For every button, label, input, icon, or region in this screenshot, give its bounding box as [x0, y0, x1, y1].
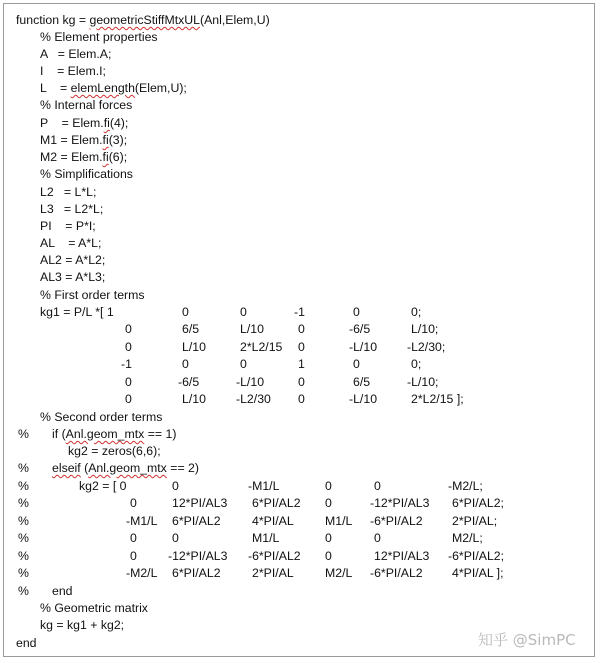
comment-marker: % — [18, 479, 29, 493]
matrix-cell: 0 — [182, 357, 189, 372]
matrix-cell: 0 — [130, 548, 137, 563]
comment-marker: % — [18, 513, 29, 528]
matrix-cell: 0 — [172, 531, 179, 546]
comment-marker: % — [18, 584, 29, 598]
matrix-cell: -6/5 — [349, 322, 371, 337]
assign-A: A = Elem.A; — [40, 47, 112, 61]
assign-M2: M2 = Elem.fi(6); — [40, 150, 128, 164]
assign-AL2: AL2 = A*L2; — [40, 253, 106, 267]
watermark: 知乎 @SimPC — [478, 631, 576, 649]
assign-M1: M1 = Elem.fi(3); — [40, 133, 128, 147]
matrix-cell: -6/5 — [178, 374, 200, 389]
matrix-cell: 6*PI/AL2 — [252, 496, 301, 511]
matrix-cell: M2/L — [325, 566, 353, 580]
matrix-cell: -M2/L; — [448, 479, 483, 493]
comment-geometric-matrix: % Geometric matrix — [40, 601, 148, 615]
matrix-cell: 0 — [325, 479, 332, 493]
matrix-cell: L/10 — [240, 322, 264, 337]
matrix-cell: 0 — [353, 357, 360, 372]
matrix-cell: 2*PI/AL — [252, 566, 294, 580]
matrix-cell: 4*PI/AL — [252, 513, 294, 528]
comment-second-order: % Second order terms — [40, 410, 163, 424]
matrix-cell: 0 — [172, 479, 179, 493]
comment-marker: % — [18, 566, 29, 580]
matrix-cell: 0 — [125, 339, 132, 354]
matrix-cell: 0 — [374, 479, 381, 493]
matrix-cell: -L/10 — [349, 339, 378, 354]
matrix-prefix: kg1 = P/L *[ 1 — [40, 305, 114, 319]
matrix-cell: -12*PI/AL3 — [168, 548, 228, 563]
matrix-cell: -L/10 — [236, 374, 265, 389]
matrix-cell: 0 — [240, 305, 247, 319]
matrix-cell: 0 — [298, 339, 305, 354]
matrix-cell: 0; — [411, 357, 422, 372]
comment-internal-forces: % Internal forces — [40, 98, 133, 112]
matrix-cell: 0 — [130, 496, 137, 511]
matrix-cell: -M1/L — [126, 513, 158, 528]
matrix-cell: 0 — [125, 392, 132, 406]
matrix-cell: 0 — [182, 305, 189, 319]
matrix-cell: -L/10 — [349, 392, 378, 406]
matrix-cell: -M1/L — [248, 479, 280, 493]
matrix-cell: 6*PI/AL2; — [452, 496, 504, 511]
comment-marker: % — [18, 548, 29, 563]
assign-PI: PI = P*I; — [40, 219, 96, 233]
comment-first-order: % First order terms — [40, 288, 145, 302]
end-if: end — [52, 584, 73, 598]
matrix-cell: -L2/30 — [236, 392, 271, 406]
matrix-cell: -L/10; — [407, 374, 439, 389]
matrix-cell: 12*PI/AL3 — [374, 548, 430, 563]
matrix-cell: -6*PI/AL2 — [248, 548, 301, 563]
matrix-cell: 12*PI/AL3 — [172, 496, 228, 511]
matrix-cell: 0 — [130, 531, 137, 546]
matrix-cell: -L2/30; — [407, 339, 446, 354]
end-function: end — [16, 636, 37, 650]
comment-marker: % — [18, 531, 29, 546]
assign-I: I = Elem.I; — [40, 64, 106, 78]
matrix-cell: 0 — [325, 548, 332, 563]
comment-marker: % — [18, 461, 29, 475]
matrix-cell: 0 — [298, 392, 305, 406]
matrix-cell: 2*PI/AL; — [452, 513, 498, 528]
function-header: function kg = geometricStiffMtxUL(Anl,Elem,U) — [16, 13, 270, 27]
assign-AL3: AL3 = A*L3; — [40, 270, 106, 284]
elseif-statement: elseif (Anl.geom_mtx == 2) — [52, 461, 199, 475]
comment-element-properties: % Element properties — [40, 30, 158, 44]
matrix-cell: 0 — [125, 374, 132, 389]
matrix-cell: 4*PI/AL ]; — [452, 566, 504, 580]
matrix-cell: 0 — [298, 322, 305, 337]
assign-L: L = elemLength(Elem,U); — [40, 81, 187, 95]
matrix-cell: 6*PI/AL2 — [172, 513, 221, 528]
kg2-zeros: kg2 = zeros(6,6); — [68, 444, 161, 458]
code-listing — [3, 3, 595, 657]
matrix-cell: -6*PI/AL2; — [448, 548, 505, 563]
matrix-cell: -1 — [294, 305, 305, 319]
matrix-cell: 0 — [353, 305, 360, 319]
matrix-cell: 0 — [125, 322, 132, 337]
comment-marker: % — [18, 496, 29, 511]
matrix-cell: 0 — [298, 374, 305, 389]
assign-L2: L2 = L*L; — [40, 185, 97, 199]
matrix-cell: 6/5 — [353, 374, 371, 389]
matrix-cell: 0; — [411, 305, 422, 319]
assign-AL: AL = A*L; — [40, 236, 102, 250]
matrix-cell: -M2/L — [126, 566, 158, 580]
matrix-cell: -1 — [121, 357, 132, 372]
matrix-cell: M2/L; — [452, 531, 483, 546]
matrix-cell: 0 — [374, 531, 381, 546]
matrix-cell: -12*PI/AL3 — [370, 496, 430, 511]
assign-P: P = Elem.fi(4); — [40, 116, 129, 130]
assign-L3: L3 = L2*L; — [40, 202, 104, 216]
matrix-cell: 0 — [240, 357, 247, 372]
matrix-cell: M1/L — [252, 531, 280, 546]
matrix-cell: 6/5 — [182, 322, 200, 337]
matrix-cell: 2*L2/15 ]; — [411, 392, 464, 406]
kg-sum: kg = kg1 + kg2; — [40, 618, 125, 632]
matrix-cell: 1 — [298, 357, 305, 372]
matrix-cell: L/10; — [411, 322, 439, 337]
matrix-cell: L/10 — [182, 339, 206, 354]
if-statement: if (Anl.geom_mtx == 1) — [52, 427, 177, 441]
matrix-cell: M1/L — [325, 513, 353, 528]
comment-marker: % — [18, 427, 29, 441]
matrix-cell: L/10 — [182, 392, 206, 406]
matrix-cell: -6*PI/AL2 — [370, 513, 423, 528]
matrix-prefix: kg2 = [ 0 — [79, 479, 127, 493]
matrix-cell: 2*L2/15 — [240, 339, 283, 354]
matrix-cell: 0 — [325, 531, 332, 546]
matrix-cell: 0 — [325, 496, 332, 511]
comment-simplifications: % Simplifications — [40, 167, 133, 181]
matrix-cell: -6*PI/AL2 — [370, 566, 423, 580]
matrix-cell: 6*PI/AL2 — [172, 566, 221, 580]
